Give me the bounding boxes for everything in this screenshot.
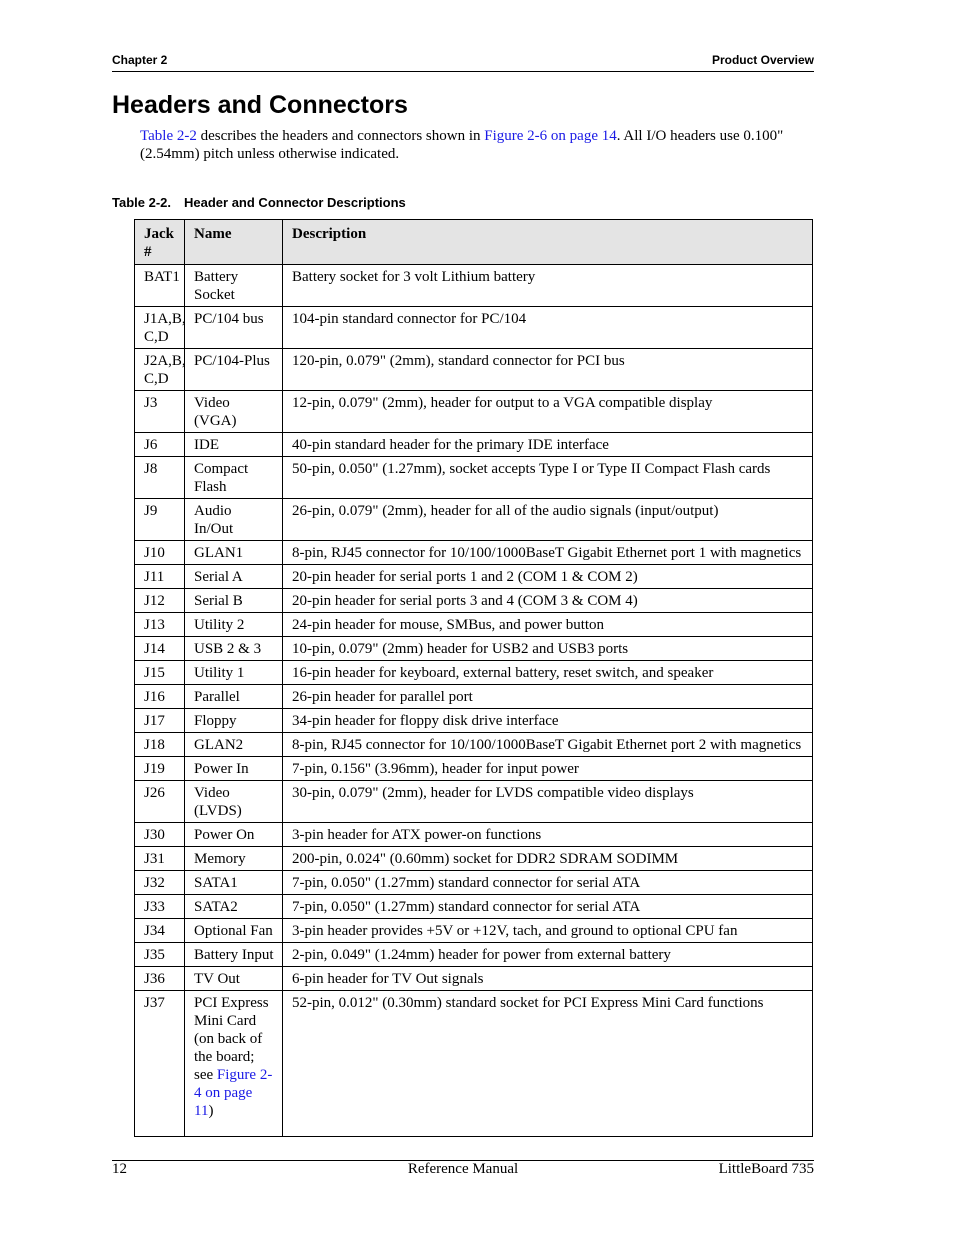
cell-jack: J3 bbox=[135, 391, 185, 433]
cell-name: Video (VGA) bbox=[185, 391, 283, 433]
table-caption bbox=[112, 195, 406, 210]
running-footer bbox=[112, 1160, 814, 1181]
table-row bbox=[135, 589, 813, 613]
cell-jack: J30 bbox=[135, 823, 185, 847]
table-row bbox=[135, 733, 813, 757]
cell-name: SATA2 bbox=[185, 895, 283, 919]
cell-description: 40-pin standard header for the primary IDE interface bbox=[283, 433, 813, 457]
cell-jack: J32 bbox=[135, 871, 185, 895]
table-title: Header and Connector Descriptions bbox=[184, 195, 406, 210]
figure-2-4-link[interactable]: Figure 2-4 on page 11 bbox=[194, 1067, 273, 1119]
cell-name: Utility 2 bbox=[185, 613, 283, 637]
intro-text-1: describes the headers and connectors shown in bbox=[196, 128, 485, 144]
cell-description: 6-pin header for TV Out signals bbox=[283, 967, 813, 991]
cell-name: Serial B bbox=[185, 589, 283, 613]
cell-description: 24-pin header for mouse, SMBus, and power button bbox=[283, 613, 813, 637]
cell-description: 52-pin, 0.012" (0.30mm) standard socket for PCI Express Mini Card functions bbox=[283, 991, 813, 1137]
cell-description: 8-pin, RJ45 connector for 10/100/1000BaseT Gigabit Ethernet port 1 with magnetics bbox=[283, 541, 813, 565]
cell-description: 26-pin header for parallel port bbox=[283, 685, 813, 709]
cell-name: Power In bbox=[185, 757, 283, 781]
cell-name: Utility 1 bbox=[185, 661, 283, 685]
cell-name: Video (LVDS) bbox=[185, 781, 283, 823]
column-header-description: Description bbox=[283, 220, 813, 265]
cell-description: 12-pin, 0.079" (2mm), header for output to a VGA compatible display bbox=[283, 391, 813, 433]
cell-jack: J12 bbox=[135, 589, 185, 613]
table-row bbox=[135, 967, 813, 991]
table-row bbox=[135, 457, 813, 499]
cell-name: Audio In/Out bbox=[185, 499, 283, 541]
chapter-label: Chapter 2 bbox=[112, 53, 168, 67]
table-row bbox=[135, 685, 813, 709]
cell-name: Power On bbox=[185, 823, 283, 847]
table-row bbox=[135, 613, 813, 637]
cell-name: Floppy bbox=[185, 709, 283, 733]
product-name: LittleBoard 735 bbox=[718, 1161, 814, 1177]
table-body bbox=[135, 265, 813, 1137]
cell-name: Battery Input bbox=[185, 943, 283, 967]
cell-description: 10-pin, 0.079" (2mm) header for USB2 and USB3 ports bbox=[283, 637, 813, 661]
cell-description: 20-pin header for serial ports 3 and 4 (COM 3 & COM 4) bbox=[283, 589, 813, 613]
cell-description: 8-pin, RJ45 connector for 10/100/1000BaseT Gigabit Ethernet port 2 with magnetics bbox=[283, 733, 813, 757]
cell-jack: J36 bbox=[135, 967, 185, 991]
running-header bbox=[112, 53, 814, 72]
table-row bbox=[135, 895, 813, 919]
cell-jack: J26 bbox=[135, 781, 185, 823]
table-row bbox=[135, 661, 813, 685]
cell-name: Serial A bbox=[185, 565, 283, 589]
cell-name: IDE bbox=[185, 433, 283, 457]
cell-jack: BAT1 bbox=[135, 265, 185, 307]
cell-name: Memory bbox=[185, 847, 283, 871]
cell-description: 26-pin, 0.079" (2mm), header for all of the audio signals (input/output) bbox=[283, 499, 813, 541]
cell-name: SATA1 bbox=[185, 871, 283, 895]
figure-reference-link[interactable]: Figure 2-6 on page 14 bbox=[484, 128, 617, 144]
cell-jack: J6 bbox=[135, 433, 185, 457]
cell-jack: J31 bbox=[135, 847, 185, 871]
table-reference-link[interactable]: Table 2-2 bbox=[140, 128, 197, 144]
cell-name: PC/104-Plus bbox=[185, 349, 283, 391]
column-header-name: Name bbox=[185, 220, 283, 265]
table-row bbox=[135, 391, 813, 433]
cell-jack: J34 bbox=[135, 919, 185, 943]
cell-name: Optional Fan bbox=[185, 919, 283, 943]
table-number: Table 2-2. bbox=[112, 195, 172, 210]
cell-jack: J14 bbox=[135, 637, 185, 661]
table-row bbox=[135, 565, 813, 589]
cell-jack: J8 bbox=[135, 457, 185, 499]
cell-description: 120-pin, 0.079" (2mm), standard connector for PCI bus bbox=[283, 349, 813, 391]
cell-name: GLAN1 bbox=[185, 541, 283, 565]
cell-description: 200-pin, 0.024" (0.60mm) socket for DDR2 SDRAM SODIMM bbox=[283, 847, 813, 871]
table-row bbox=[135, 781, 813, 823]
cell-name: Parallel bbox=[185, 685, 283, 709]
page-title: Headers and Connectors bbox=[112, 91, 408, 119]
cell-jack: J17 bbox=[135, 709, 185, 733]
cell-description: 20-pin header for serial ports 1 and 2 (COM 1 & COM 2) bbox=[283, 565, 813, 589]
cell-description: 7-pin, 0.156" (3.96mm), header for input power bbox=[283, 757, 813, 781]
table-row bbox=[135, 307, 813, 349]
table-header-row bbox=[135, 220, 813, 265]
cell-jack: J13 bbox=[135, 613, 185, 637]
cell-name-suffix: ) bbox=[208, 1103, 214, 1119]
cell-description: 104-pin standard connector for PC/104 bbox=[283, 307, 813, 349]
cell-description: 50-pin, 0.050" (1.27mm), socket accepts Type I or Type II Compact Flash cards bbox=[283, 457, 813, 499]
cell-jack: J16 bbox=[135, 685, 185, 709]
cell-jack: J33 bbox=[135, 895, 185, 919]
cell-description: 7-pin, 0.050" (1.27mm) standard connector for serial ATA bbox=[283, 871, 813, 895]
cell-jack: J10 bbox=[135, 541, 185, 565]
cell-description: 2-pin, 0.049" (1.24mm) header for power from external battery bbox=[283, 943, 813, 967]
cell-description: 16-pin header for keyboard, external battery, reset switch, and speaker bbox=[283, 661, 813, 685]
cell-jack: J37 bbox=[135, 991, 185, 1137]
cell-jack: J18 bbox=[135, 733, 185, 757]
cell-jack: J19 bbox=[135, 757, 185, 781]
connector-table bbox=[134, 219, 813, 1137]
table-row bbox=[135, 265, 813, 307]
cell-jack: J35 bbox=[135, 943, 185, 967]
section-label: Product Overview bbox=[711, 53, 814, 67]
cell-jack: J11 bbox=[135, 565, 185, 589]
table-row bbox=[135, 433, 813, 457]
page-number: 12 bbox=[112, 1161, 127, 1177]
table-row bbox=[135, 709, 813, 733]
table-row bbox=[135, 919, 813, 943]
table-row bbox=[135, 847, 813, 871]
table-row bbox=[135, 499, 813, 541]
table-row bbox=[135, 871, 813, 895]
cell-name: USB 2 & 3 bbox=[185, 637, 283, 661]
column-header-jack: Jack # bbox=[135, 220, 185, 265]
table-row bbox=[135, 757, 813, 781]
cell-jack: J2A,B, C,D bbox=[135, 349, 185, 391]
table-row bbox=[135, 541, 813, 565]
table-row bbox=[135, 823, 813, 847]
cell-jack: J1A,B, C,D bbox=[135, 307, 185, 349]
cell-name bbox=[185, 991, 283, 1137]
cell-name: Compact Flash bbox=[185, 457, 283, 499]
cell-description: 3-pin header provides +5V or +12V, tach, and ground to optional CPU fan bbox=[283, 919, 813, 943]
cell-description: Battery socket for 3 volt Lithium battery bbox=[283, 265, 813, 307]
cell-name-text: PCI Express Mini Card (on back of the board; see bbox=[194, 995, 269, 1083]
cell-description: 30-pin, 0.079" (2mm), header for LVDS compatible video displays bbox=[283, 781, 813, 823]
cell-description: 3-pin header for ATX power-on functions bbox=[283, 823, 813, 847]
cell-description: 34-pin header for floppy disk drive interface bbox=[283, 709, 813, 733]
document-title: Reference Manual bbox=[407, 1161, 519, 1177]
cell-name: TV Out bbox=[185, 967, 283, 991]
table-row-last bbox=[135, 991, 813, 1137]
table-row bbox=[135, 943, 813, 967]
cell-name: Battery Socket bbox=[185, 265, 283, 307]
cell-name: GLAN2 bbox=[185, 733, 283, 757]
cell-jack: J9 bbox=[135, 499, 185, 541]
intro-text-2: . All I/O headers use 0.100" (2.54mm) pitch unless otherwise indicated. bbox=[140, 128, 784, 162]
cell-description: 7-pin, 0.050" (1.27mm) standard connector for serial ATA bbox=[283, 895, 813, 919]
intro-paragraph bbox=[140, 127, 816, 163]
cell-jack: J15 bbox=[135, 661, 185, 685]
table-row bbox=[135, 349, 813, 391]
table-row bbox=[135, 637, 813, 661]
cell-name: PC/104 bus bbox=[185, 307, 283, 349]
